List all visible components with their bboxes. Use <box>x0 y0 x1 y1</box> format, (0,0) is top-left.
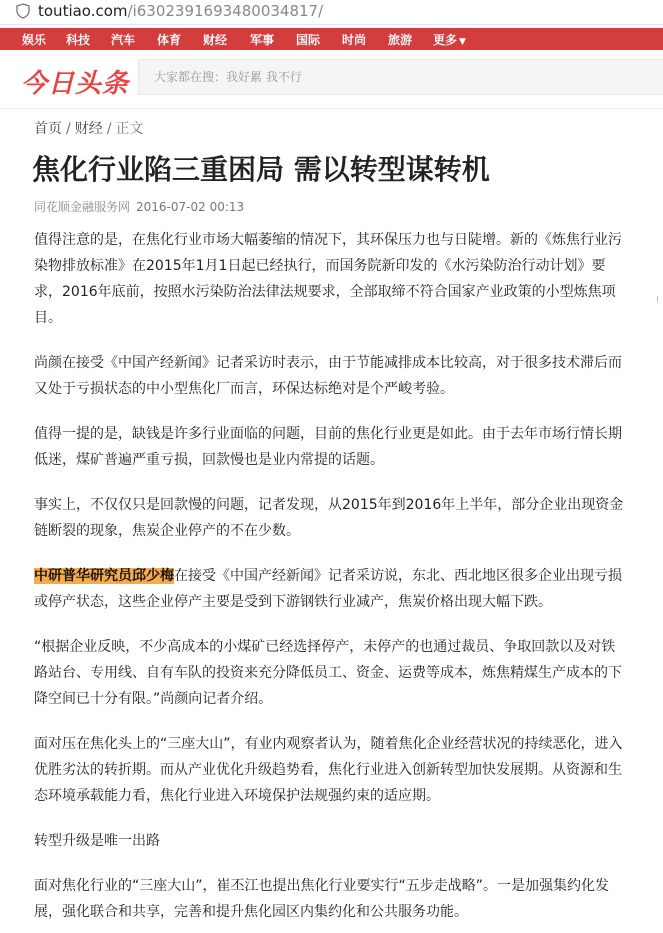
paragraph: 尚颜在接受《中国产经新闻》记者采访时表示，由于节能减排成本比较高，对于很多技术滞后而又处于亏损状态的中小型焦化厂而言，环保达标绝对是个严峻考验。 <box>34 355 622 397</box>
nav-item-travel[interactable]: 旅游 <box>388 33 413 47</box>
paragraph: “根据企业反映，不少高成本的小煤矿已经选择停产，未停产的也通过裁员、争取回款以及对铁路站台、专用线、自有车队的投资来充分降低员工、资金、运费等成本，炼焦精煤生产成本的下降空间已十分有限。”尚颜向记者介绍。 <box>34 639 622 707</box>
nav-item-fashion[interactable]: 时尚 <box>342 33 367 47</box>
nav-item-tech[interactable]: 科技 <box>66 33 91 47</box>
article-body <box>34 227 628 925</box>
paragraph-text: 在接受《中国产经新闻》记者采访说，东北、西北地区很多企业出现亏损或停产状态，这些企业停产主要是受到下游钢铁行业减产，焦炭价格出现大幅下跌。 <box>34 568 622 610</box>
site-header <box>0 50 663 109</box>
nav-item-entertainment[interactable]: 娱乐 <box>22 33 47 47</box>
nav-item-sports[interactable]: 体育 <box>157 33 182 47</box>
paragraph: 值得一提的是，缺钱是许多行业面临的问题，目前的焦化行业更是如此。由于去年市场行情长期低迷，煤矿普遍严重亏损，回款慢也是业内常提的话题。 <box>34 426 622 468</box>
paragraph <box>34 563 628 615</box>
chevron-down-icon: ▼ <box>459 37 466 47</box>
url-path: /i6302391693480034817/ <box>127 2 324 20</box>
nav-item-finance[interactable]: 财经 <box>203 33 228 47</box>
breadcrumb-current: 正文 <box>115 121 144 137</box>
highlighted-text: 中研普华研究员邱少梅 <box>34 568 174 584</box>
breadcrumb-separator: / <box>106 121 112 137</box>
scrollbar[interactable] <box>653 108 663 933</box>
breadcrumb-home[interactable]: 首页 <box>34 121 62 137</box>
nav-item-more[interactable] <box>433 31 466 48</box>
nav-item-international[interactable]: 国际 <box>296 33 321 47</box>
url-host: toutiao.com <box>38 2 128 20</box>
url-text[interactable] <box>38 2 323 20</box>
nav-item-auto[interactable]: 汽车 <box>111 33 136 47</box>
breadcrumb <box>34 118 143 138</box>
subheading: 转型升级是唯一出路 <box>34 833 160 849</box>
paragraph: 面对压在焦化头上的“三座大山”，有业内观察者认为，随着焦化企业经营状况的持续恶化，进入优胜劣汰的转折期。而从产业优化升级趋势看，焦化行业进入创新转型加快发展期。从资源和生态环境承载能力看，焦化行业进入环境保护法规强约束的适应期。 <box>34 736 623 804</box>
breadcrumb-category[interactable]: 财经 <box>74 121 103 137</box>
article-meta <box>34 198 244 215</box>
site-logo[interactable]: 今日头条 <box>21 69 130 99</box>
nav-more-label: 更多 <box>433 33 458 47</box>
shield-icon <box>15 3 31 19</box>
search-input[interactable] <box>139 60 654 94</box>
search-box <box>138 59 663 95</box>
address-bar[interactable] <box>0 0 663 25</box>
article-source[interactable]: 同花顺金融服务网 <box>34 200 131 214</box>
paragraph: 值得注意的是，在焦化行业市场大幅萎缩的情况下，其环保压力也与日陡增。新的《炼焦行业污染物排放标准》在2015年1月1日起已经执行，而国务院新印发的《水污染防治行动计划》要求，2016年底前，按照水污染防治法律法规要求，全部取缔不符合国家产业政策的小型炼焦项目。 <box>34 232 622 326</box>
scroll-marker <box>657 296 658 302</box>
article-time: 2016-07-02 00:13 <box>136 200 245 214</box>
article-title: 焦化行业陷三重困局 需以转型谋转机 <box>32 153 490 186</box>
nav-item-military[interactable]: 军事 <box>250 33 275 47</box>
paragraph: 面对焦化行业的“三座大山”，崔丕江也提出焦化行业要实行“五步走战略”。一是加强集约化发展，强化联合和共享，完善和提升焦化园区内集约化和公共服务功能。 <box>34 878 610 920</box>
channel-nav <box>0 28 663 50</box>
breadcrumb-separator: / <box>66 121 71 137</box>
paragraph: 事实上，不仅仅只是回款慢的问题，记者发现，从2015年到2016年上半年，部分企业出现资金链断裂的现象，焦炭企业停产的不在少数。 <box>34 497 624 539</box>
